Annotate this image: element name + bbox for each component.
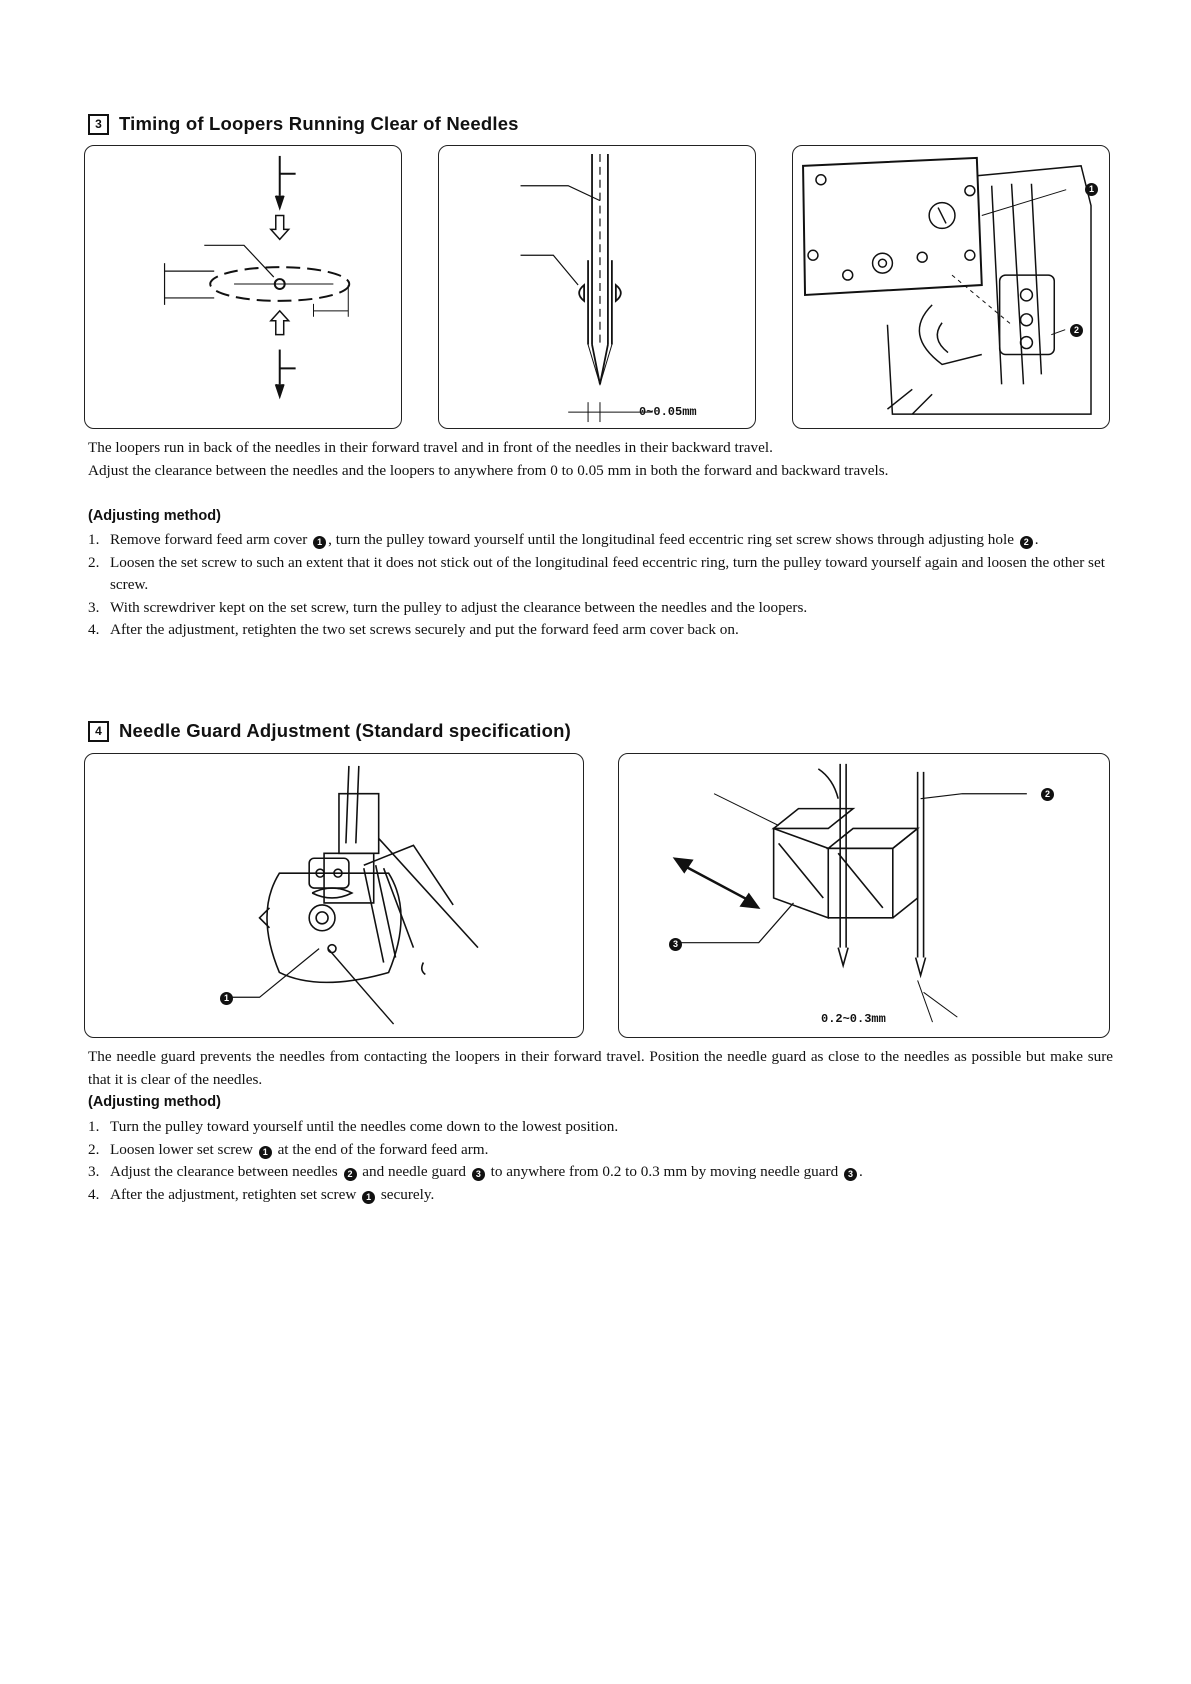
figure-needle-guard-screw (84, 753, 584, 1038)
section-4-title (88, 720, 571, 742)
section-3-step-4: 4. After the adjustment, retighten the two set screws securely and put the forward feed arm cover back on. (88, 621, 739, 638)
callout-1-feed-arm-cover: 1 (1085, 183, 1098, 196)
section-3-step-2: 2. Loosen the set screw to such an extent that it does not stick out of the longitudinal feed eccentric ring, turn the pulley toward yourself again and loosen the other set screw. (88, 553, 1105, 593)
section-4-step-1: 1. Turn the pulley toward yourself until the needles come down to the lowest position. (88, 1118, 619, 1135)
needle-guard-clearance-label: 0.2~0.3mm (821, 1012, 886, 1026)
section-4-title-text: Needle Guard Adjustment (Standard specification) (119, 720, 571, 741)
ref-callout-icon: 3 (844, 1168, 857, 1181)
needle-clearance-drawing (439, 146, 755, 428)
section-3-method-heading: (Adjusting method) (88, 508, 221, 524)
looper-path-drawing (85, 146, 401, 428)
section-3-paragraph-1: The loopers run in back of the needles in their forward travel and in front of the needles in their backward travel. (88, 439, 773, 456)
section-4-steps (88, 1116, 1113, 1206)
section-4-paragraph: The needle guard prevents the needles from contacting the loopers in their forward travel. Position the needle guard as close to the needles as possible but make sure that it is clear of the needles. (88, 1048, 1113, 1088)
callout-1-lower-set-screw: 1 (220, 992, 233, 1005)
figure-needle-guard-clearance (618, 753, 1110, 1038)
clearance-label: 0~0.05mm (639, 405, 697, 419)
section-4-step-2: 2. Loosen lower set screw 1 at the end of the forward feed arm. (88, 1140, 489, 1158)
ref-callout-icon: 2 (344, 1168, 357, 1181)
ref-callout-icon: 3 (472, 1168, 485, 1181)
section-3-title (88, 113, 519, 135)
section-3-step-3: 3. With screwdriver kept on the set screw, turn the pulley to adjust the clearance between the needles and the loopers. (88, 598, 808, 616)
figure-looper-path (84, 145, 402, 429)
callout-2-adjusting-hole: 2 (1070, 324, 1083, 337)
ref-callout-icon: 1 (313, 536, 326, 549)
section-4-step-4: 4. After the adjustment, retighten set screw 1 securely. (88, 1185, 435, 1203)
callout-3-needle-guard: 3 (669, 938, 682, 951)
ref-callout-icon: 1 (259, 1146, 272, 1159)
needle-guard-clearance-drawing (619, 754, 1109, 1037)
ref-callout-icon: 1 (362, 1191, 375, 1204)
feed-arm-drawing (793, 146, 1109, 428)
needle-guard-screw-drawing (85, 754, 583, 1037)
section-4-number: 4 (88, 721, 109, 742)
section-4-step-3: 3. Adjust the clearance between needles 2 and needle guard 3 to anywhere from 0.2 to 0.3 mm by moving needle guard 3 . (88, 1163, 863, 1180)
section-3-title-text: Timing of Loopers Running Clear of Needles (119, 113, 519, 134)
figure-feed-arm-cover (792, 145, 1110, 429)
callout-2-needles: 2 (1041, 788, 1054, 801)
section-3-steps (88, 529, 1113, 642)
ref-callout-icon: 2 (1020, 536, 1033, 549)
section-3-paragraph-2: Adjust the clearance between the needles and the loopers to anywhere from 0 to 0.05 mm in both the forward and backward travels. (88, 462, 889, 479)
section-4-method-heading: (Adjusting method) (88, 1094, 221, 1110)
section-3-step-1: 1. Remove forward feed arm cover 1 , turn the pulley toward yourself until the longitudinal feed eccentric ring set screw shows through adjusting hole 2 . (88, 531, 1039, 548)
figure-needle-clearance (438, 145, 756, 429)
section-3-number: 3 (88, 114, 109, 135)
